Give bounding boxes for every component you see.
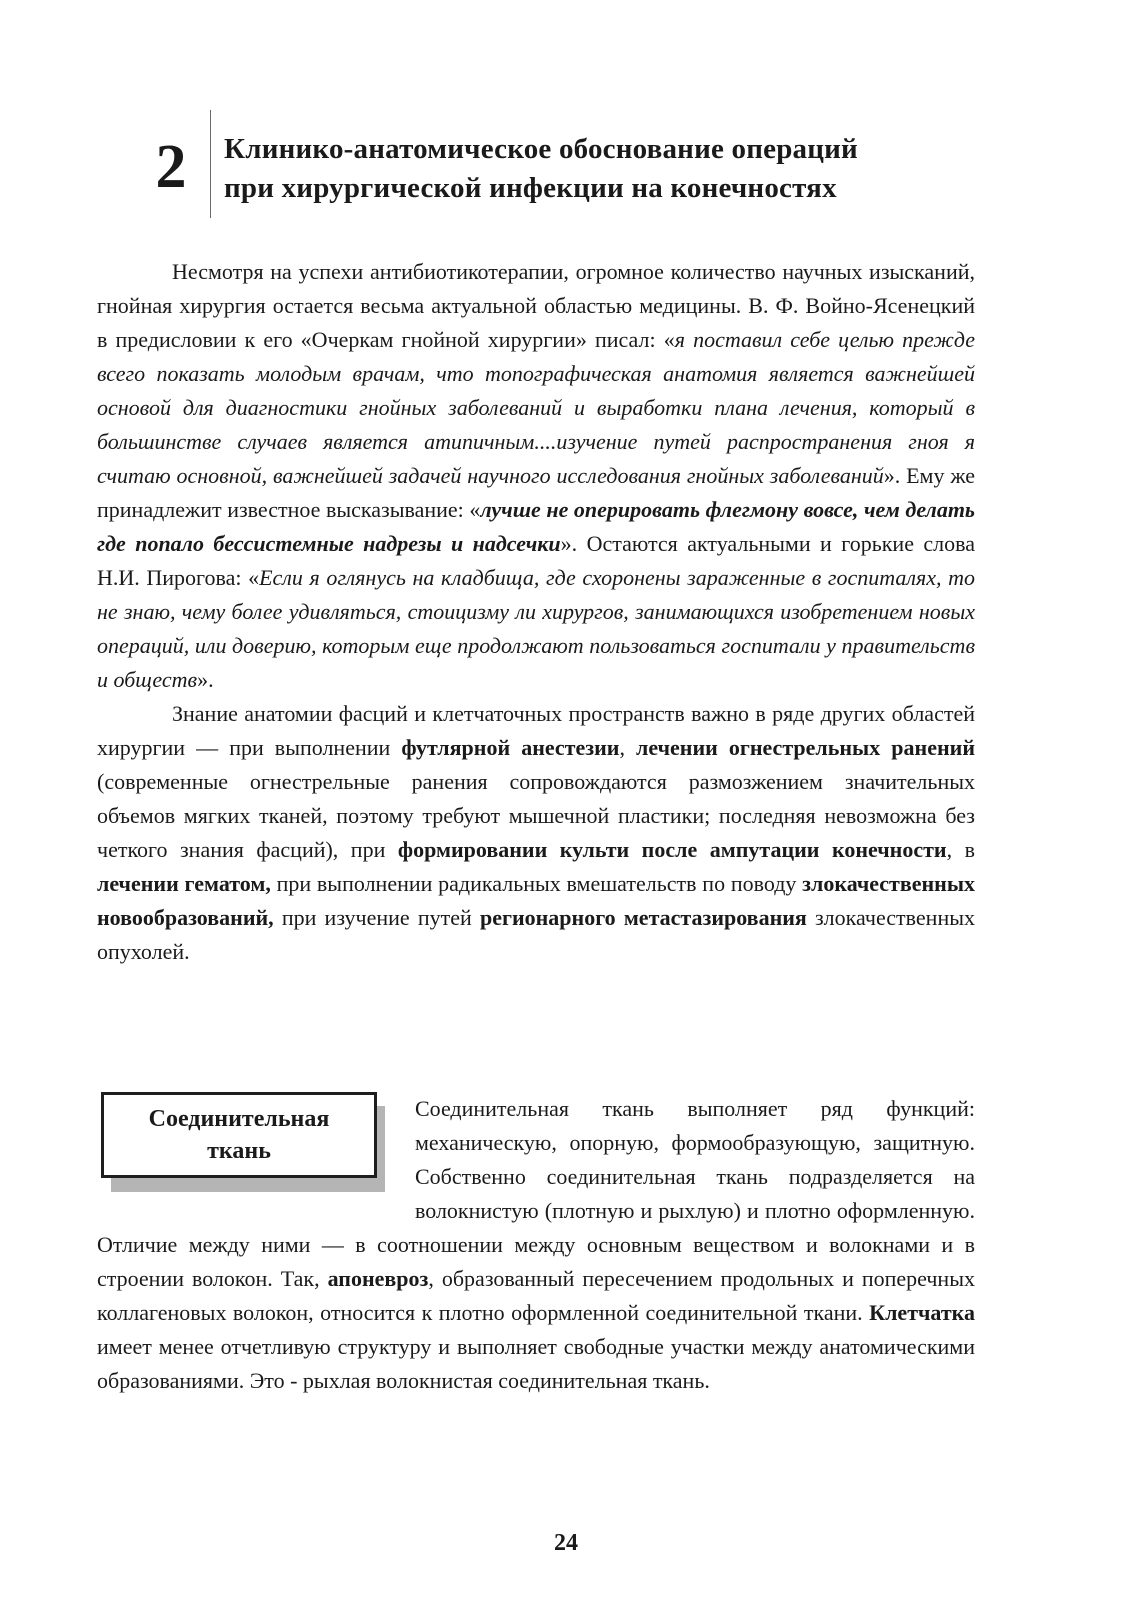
text-run: (современные огнестрельные ранения сопровождаются размозжением значительных объемов мягких тканей, поэтому требуют мышечной пластики; последняя невозможна без четкого знания фасций), при [97,769,975,862]
quote-voino-yasenetsky: я поставил себе целью прежде всего показать молодым врачам, что топографическая анатомия является важнейшей основой для диагностики гнойных заболеваний и выработки плана лечения, который в большинстве случаев является атипичным....изучение путей распространения гноя я считаю основной, важнейшей задачей научного исследования гнойных заболеваний [97,327,975,488]
text-run: злокачественных опухолей. [97,905,976,964]
text-run: , [619,735,637,760]
chapter-title-line-2: при хирургической инфекции на конечностях [224,172,837,204]
text-run: при изучение путей [273,905,480,930]
text-run: ». Остаются актуальными и горькие слова Н.И. Пирогова: « [97,531,975,590]
chapter-number: 2 [155,133,187,201]
term-bold: апоневроз [327,1266,429,1291]
section-heading-line-2: ткань [207,1138,271,1164]
term-bold: формировании культи после ампутации конечности [397,837,947,862]
quote-pirogov: Если я оглянусь на кладбища, где схоронены зараженные в госпиталях, то не знаю, чему более удивляться, стоицизму ли хирургов, занимающихся изобретением новых операций, или доверию, которым еще продолжают пользоваться госпитали у правительств и обществ [97,565,975,692]
text-run: ». [197,667,214,692]
term-bold: лечении гематом, [97,871,271,896]
chapter-title [224,130,1004,208]
term-bold: регионарного метастазирования [479,905,807,930]
text-run: , в [946,837,975,862]
section-heading-box [97,1092,397,1206]
text-run: Несмотря на успехи антибиотикотерапии, огромное количество научных изысканий, гнойная хирургия остается весьма актуальной областью медицины. В. Ф. Войно-Ясенецкий в предисловии к его «Очеркам гнойной хирургии» писал: « [97,259,975,352]
term-bold: футлярной анестезии [401,735,620,760]
paragraph-fascia-anatomy [97,697,975,969]
term-bold: лечении огнестрельных ранений [636,735,975,760]
text-run: Знание анатомии фасций и клетчаточных пространств важно в ряде других областей хирургии — при выполнении [97,701,975,760]
chapter-divider [210,110,211,218]
text-run: ». Ему же принадлежит известное высказывание: « [97,463,975,522]
text-run: Соединительная ткань выполняет ряд функций: механическую, опорную, формообразующую, защитную. Собственно соединительная ткань подразделяется на волокнистую (плотную и рыхлую) и плотно оформленную. Отличие между ними — в соотношении между основным веществом и волокнами и в строении волокон. Так, [97,1096,975,1291]
section-connective-tissue [97,1092,975,1398]
paragraph-intro [97,255,975,697]
chapter-header [140,110,1000,222]
page-number: 24 [554,1530,578,1556]
term-bold: Клетчатка [869,1300,975,1325]
quote-flegmona: лучше не оперировать флегмону вовсе, чем делать где попало бессистемные надрезы и надсечки [97,497,975,556]
term-bold: злокачественных новообразований, [97,871,976,930]
body-text [97,255,975,969]
text-run: при выполнении радикальных вмешательств по поводу [270,871,803,896]
section-heading [101,1092,377,1178]
chapter-title-line-1: Клинико-анатомическое обоснование операций [224,133,858,165]
text-run: , образованный пересечением продольных и поперечных коллагеновых волокон, относится к плотно оформленной соединительной ткани. [97,1266,975,1325]
section-heading-line-1: Соединительная [148,1106,330,1132]
text-run: имеет менее отчетливую структуру и выполняет свободные участки между анатомическими образованиями. Это - рыхлая волокнистая соединительная ткань. [97,1334,975,1393]
